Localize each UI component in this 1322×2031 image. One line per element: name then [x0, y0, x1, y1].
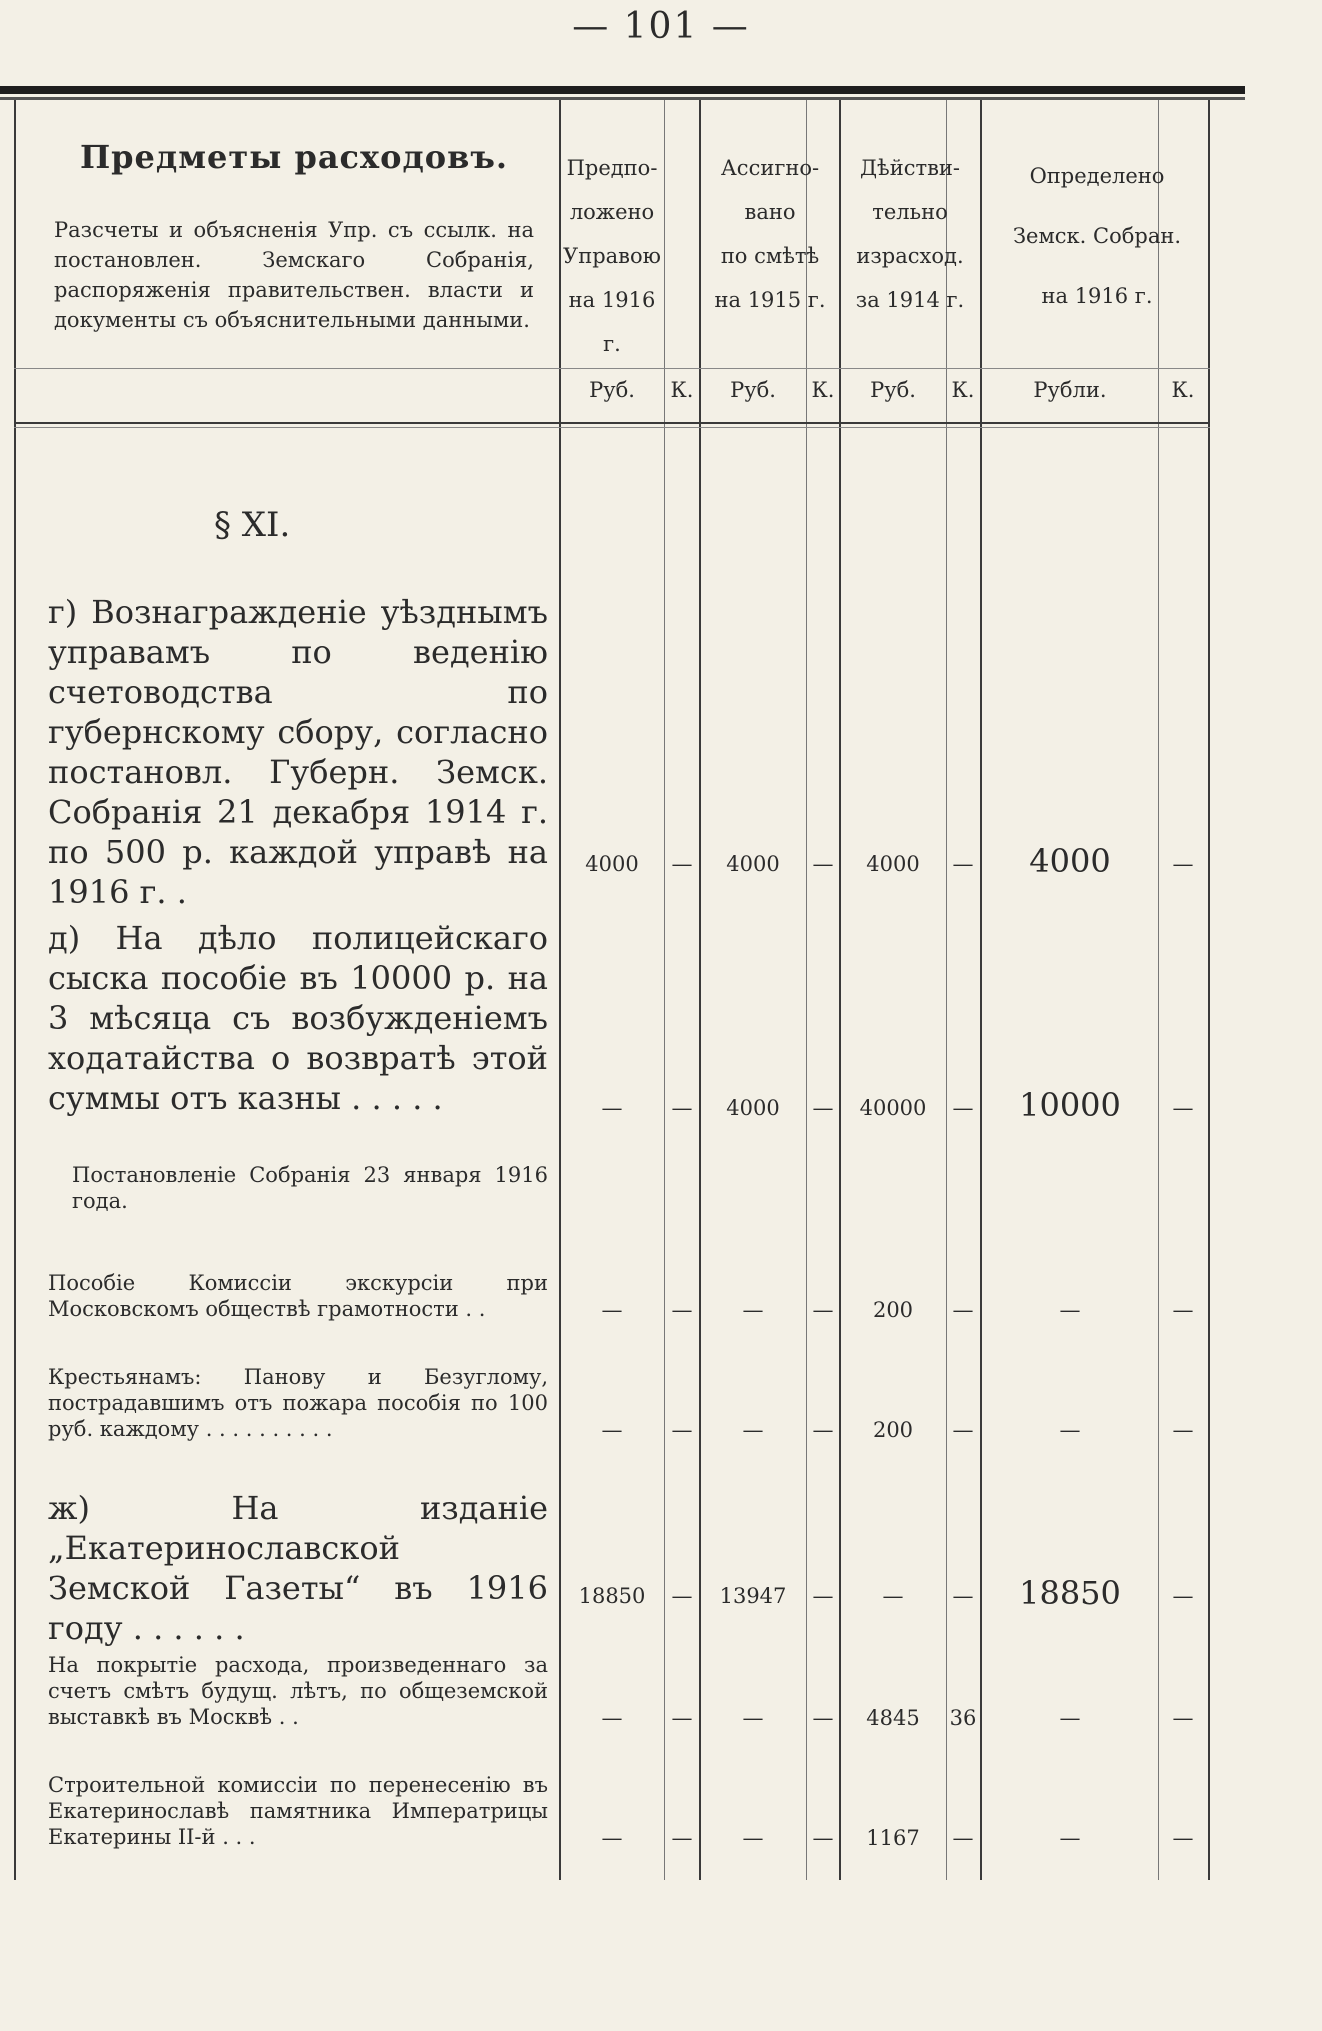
column-divider: [664, 100, 665, 1880]
item-text: Пособіе Комиссіи экскурсіи при Московскомъ обществѣ грамотности . .: [48, 1271, 548, 1321]
unit-rub: Руб.: [730, 378, 776, 402]
top-rule: [0, 86, 1245, 94]
col-header-spent: Дѣйстви- тельно израсход. за 1914 г.: [855, 156, 965, 312]
cell-value: —: [1172, 852, 1194, 876]
item-text: Строительной комиссіи по перенесенію въ Екатеринославѣ памятника Императрицы Екатерины II-й . . .: [48, 1773, 548, 1849]
cell-value: —: [601, 1826, 623, 1850]
cell-value: —: [952, 1418, 974, 1442]
col-header-assigned: Ассигно- вано по смѣтѣ на 1915 г.: [714, 156, 826, 312]
cell-value: —: [1172, 1096, 1194, 1120]
expense-table: [14, 100, 1210, 1880]
unit-row-rule: [14, 368, 1210, 369]
cell-value: —: [671, 1298, 693, 1322]
unit-rub: Руб.: [870, 378, 916, 402]
section-heading: § XI.: [214, 505, 291, 545]
column-divider: [946, 100, 947, 1880]
cell-value: —: [952, 1826, 974, 1850]
unit-k: К.: [811, 378, 835, 402]
cell-value: —: [812, 1418, 834, 1442]
unit-k: К.: [1171, 378, 1195, 402]
cell-value: —: [812, 1826, 834, 1850]
header-rule: [14, 422, 1210, 424]
table-border-left: [14, 100, 16, 1880]
cell-value: —: [812, 1706, 834, 1730]
cell-value: —: [671, 1706, 693, 1730]
column-divider: [1158, 100, 1159, 1880]
cell-value: —: [1059, 1826, 1081, 1850]
item-text: г) Вознагражденіе уѣзднымъ управамъ по веденію счетоводства по губернскому сбору, согласно постановл. Губерн. Земск. Собранія 21 декабря 1914 г. по 500 р. каждой управѣ на 1916 г. .: [48, 593, 548, 911]
cell-value: —: [671, 852, 693, 876]
cell-value: —: [812, 1298, 834, 1322]
cell-value: —: [742, 1826, 764, 1850]
cell-value: —: [1059, 1706, 1081, 1730]
cell-value: —: [812, 852, 834, 876]
unit-k: К.: [670, 378, 694, 402]
column-divider: [559, 100, 561, 1880]
cell-value: 4000: [585, 852, 639, 876]
note-text: Постановленіе Собранія 23 января 1916 года.: [72, 1163, 548, 1213]
cell-value: —: [952, 1096, 974, 1120]
unit-k: К.: [951, 378, 975, 402]
cell-value: 4000: [1029, 842, 1111, 880]
cell-value: —: [742, 1418, 764, 1442]
cell-value: —: [601, 1418, 623, 1442]
cell-value: —: [601, 1298, 623, 1322]
item-text: На покрытіе расхода, произведеннаго за счетъ смѣтъ будущ. лѣтъ, по общеземской выставкѣ въ Москвѣ . .: [48, 1653, 548, 1729]
header-title: Предметы расходовъ.: [79, 138, 509, 176]
cell-value: 40000: [859, 1096, 927, 1120]
cell-value: 13947: [719, 1584, 787, 1608]
table-border-right: [1208, 100, 1210, 1880]
cell-value: —: [671, 1584, 693, 1608]
cell-value: —: [742, 1706, 764, 1730]
cell-value: —: [812, 1584, 834, 1608]
cell-value: —: [1059, 1418, 1081, 1442]
col-header-proposed: Предпо- ложено Управою на 1916 г.: [563, 156, 661, 356]
cell-value: 18850: [1019, 1574, 1121, 1612]
column-divider: [839, 100, 841, 1880]
unit-rub: Руб.: [589, 378, 635, 402]
cell-value: 4845: [866, 1706, 920, 1730]
column-divider: [699, 100, 701, 1880]
header-rule-thin: [14, 427, 1210, 428]
cell-value: —: [671, 1096, 693, 1120]
cell-value: 4000: [866, 852, 920, 876]
cell-value: —: [601, 1096, 623, 1120]
column-divider: [980, 100, 982, 1880]
cell-value: —: [1172, 1584, 1194, 1608]
cell-value: 1167: [866, 1826, 920, 1850]
cell-value: —: [882, 1584, 904, 1608]
item-text: д) На дѣло полицейскаго сыска пособіе въ 10000 р. на 3 мѣсяца съ возбужденіемъ ходатайства о возвратѣ этой суммы отъ казны . . . . .: [48, 919, 548, 1117]
cell-value: 200: [872, 1298, 914, 1322]
cell-value: 10000: [1019, 1086, 1121, 1124]
cell-value: —: [1172, 1706, 1194, 1730]
column-divider: [806, 100, 807, 1880]
col-header-determined: Определено Земск. Собран. на 1916 г.: [1012, 164, 1182, 308]
cell-value: 36: [949, 1706, 977, 1730]
cell-value: 4000: [726, 1096, 780, 1120]
cell-value: —: [601, 1706, 623, 1730]
page-number: — 101 —: [572, 6, 750, 47]
cell-value: —: [952, 1298, 974, 1322]
cell-value: —: [1172, 1418, 1194, 1442]
header-subtitle: Разсчеты и объясненія Упр. съ ссылк. на постановлен. Земскаго Собранія, распоряженія правительствен. власти и документы съ объяснительными данными.: [54, 218, 534, 332]
cell-value: —: [952, 852, 974, 876]
cell-value: —: [952, 1584, 974, 1608]
cell-value: —: [1172, 1298, 1194, 1322]
cell-value: —: [812, 1096, 834, 1120]
cell-value: —: [1172, 1826, 1194, 1850]
item-text: Крестьянамъ: Панову и Безуглому, пострадавшимъ отъ пожара пособія по 100 руб. каждому . . . . . . . . . .: [48, 1365, 548, 1441]
cell-value: 200: [872, 1418, 914, 1442]
cell-value: 4000: [726, 852, 780, 876]
item-text: ж) На изданіе „Екатеринославской Земской Газеты“ въ 1916 году . . . . . .: [48, 1489, 548, 1647]
cell-value: 18850: [578, 1584, 646, 1608]
cell-value: —: [1059, 1298, 1081, 1322]
cell-value: —: [671, 1826, 693, 1850]
unit-rubli: Рубли.: [1033, 378, 1107, 402]
cell-value: —: [742, 1298, 764, 1322]
cell-value: —: [671, 1418, 693, 1442]
